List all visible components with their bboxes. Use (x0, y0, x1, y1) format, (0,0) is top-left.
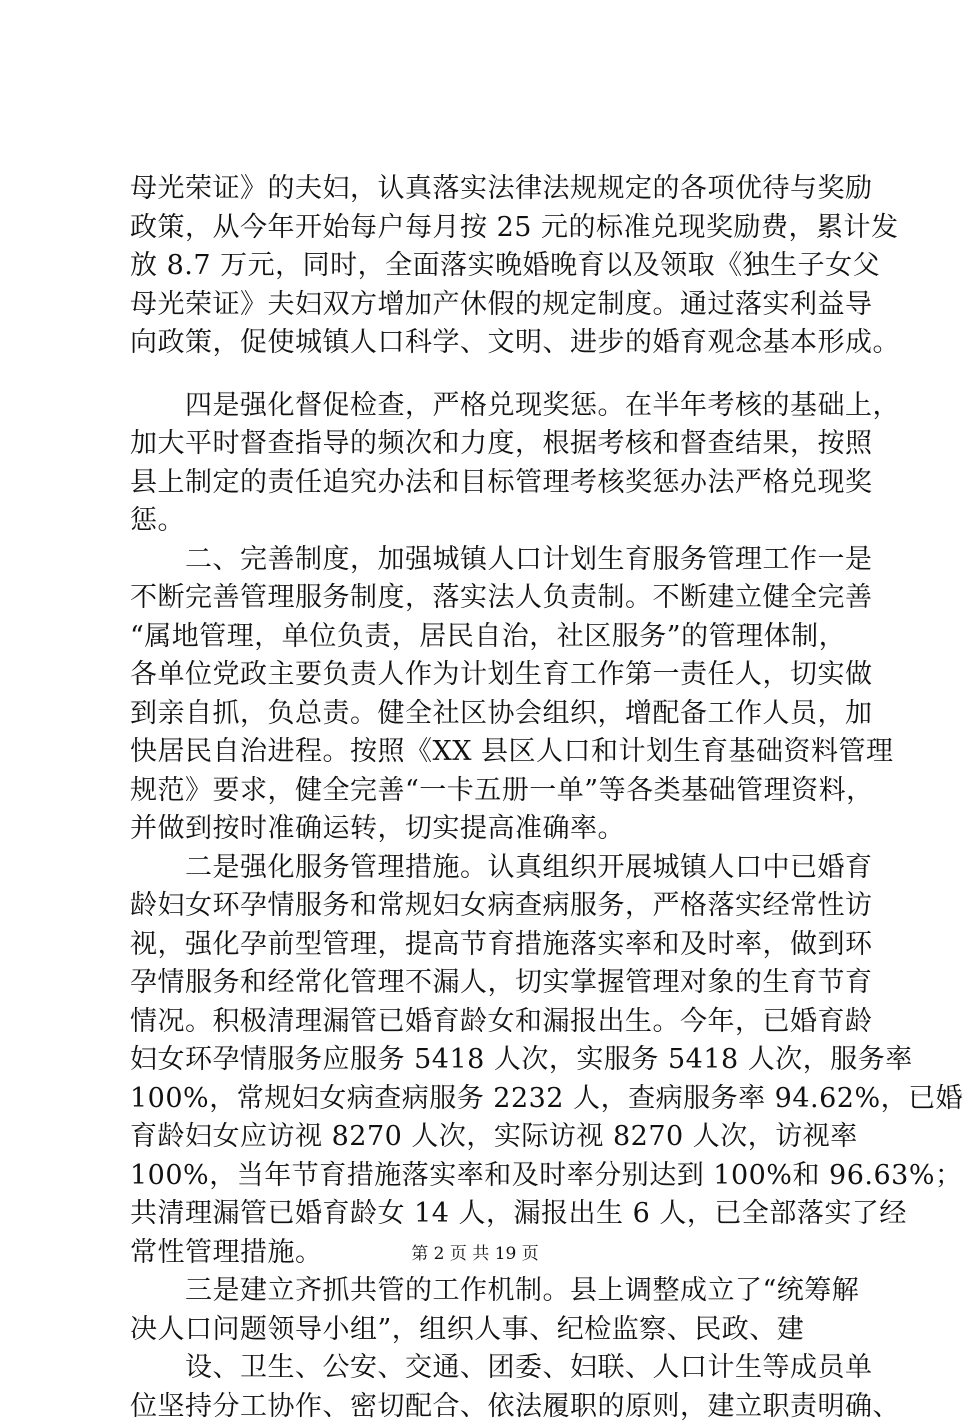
text-line: 100%，当年节育措施落实率和及时率分别达到 100%和 96.63%； (130, 1157, 842, 1196)
text-line: 妇女环孕情服务应服务 5418 人次，实服务 5418 人次，服务率 (130, 1041, 842, 1080)
text-line: 常性管理措施。 (130, 1234, 842, 1273)
text-line: 视，强化孕前型管理，提高节育措施落实率和及时率，做到环 (130, 926, 842, 965)
text-line: 县上制定的责任追究办法和目标管理考核奖惩办法严格兑现奖 (130, 464, 842, 503)
text-line: 规范》要求，健全完善“一卡五册一单”等各类基础管理资料， (130, 772, 842, 811)
text-line: 四是强化督促检查，严格兑现奖惩。在半年考核的基础上， (130, 387, 842, 426)
text-line: 二、完善制度，加强城镇人口计划生育服务管理工作一是 (130, 541, 842, 580)
text-line: 并做到按时准确运转，切实提高准确率。 (130, 810, 842, 849)
document-body (130, 170, 842, 1426)
paragraph-gap (130, 363, 842, 387)
text-line: 三是建立齐抓共管的工作机制。县上调整成立了“统筹解 (130, 1272, 842, 1311)
text-line: 100%，常规妇女病查病服务 2232 人，查病服务率 94.62%，已婚 (130, 1080, 842, 1119)
text-line: 放 8.7 万元，同时，全面落实晚婚晚育以及领取《独生子女父 (130, 247, 842, 286)
text-line: 情况。积极清理漏管已婚育龄女和漏报出生。今年，已婚育龄 (130, 1003, 842, 1042)
text-line: 决人口问题领导小组”，组织人事、纪检监察、民政、建 (130, 1311, 842, 1350)
paragraph (130, 541, 842, 849)
text-line: 到亲自抓，负总责。健全社区协会组织，增配备工作人员，加 (130, 695, 842, 734)
text-line: 母光荣证》的夫妇，认真落实法律法规规定的各项优待与奖励 (130, 170, 842, 209)
paragraph (130, 1349, 842, 1426)
text-line: 龄妇女环孕情服务和常规妇女病查病服务，严格落实经常性访 (130, 887, 842, 926)
text-line: 惩。 (130, 502, 842, 541)
text-line: 位坚持分工协作、密切配合、依法履职的原则，建立职责明确、 (130, 1388, 842, 1426)
page-footer: 第 2 页 共 19 页 (0, 1243, 950, 1265)
text-line: 加大平时督查指导的频次和力度，根据考核和督查结果，按照 (130, 425, 842, 464)
text-line: 各单位党政主要负责人作为计划生育工作第一责任人，切实做 (130, 656, 842, 695)
text-line: 育龄妇女应访视 8270 人次，实际访视 8270 人次，访视率 (130, 1118, 842, 1157)
text-line: 共清理漏管已婚育龄女 14 人，漏报出生 6 人，已全部落实了经 (130, 1195, 842, 1234)
text-line: 二是强化服务管理措施。认真组织开展城镇人口中已婚育 (130, 849, 842, 888)
paragraph (130, 387, 842, 541)
text-line: 设、卫生、公安、交通、团委、妇联、人口计生等成员单 (130, 1349, 842, 1388)
text-line: 母光荣证》夫妇双方增加产休假的规定制度。通过落实利益导 (130, 286, 842, 325)
text-line: 快居民自治进程。按照《XX 县区人口和计划生育基础资料管理 (130, 733, 842, 772)
text-line: 孕情服务和经常化管理不漏人，切实掌握管理对象的生育节育 (130, 964, 842, 1003)
text-line: 政策，从今年开始每户每月按 25 元的标准兑现奖励费，累计发 (130, 209, 842, 248)
paragraph (130, 1272, 842, 1349)
text-line: “属地管理，单位负责，居民自治，社区服务”的管理体制， (130, 618, 842, 657)
paragraph (130, 170, 842, 363)
text-line: 不断完善管理服务制度，落实法人负责制。不断建立健全完善 (130, 579, 842, 618)
paragraph (130, 849, 842, 1273)
text-line: 向政策，促使城镇人口科学、文明、进步的婚育观念基本形成。 (130, 324, 842, 363)
